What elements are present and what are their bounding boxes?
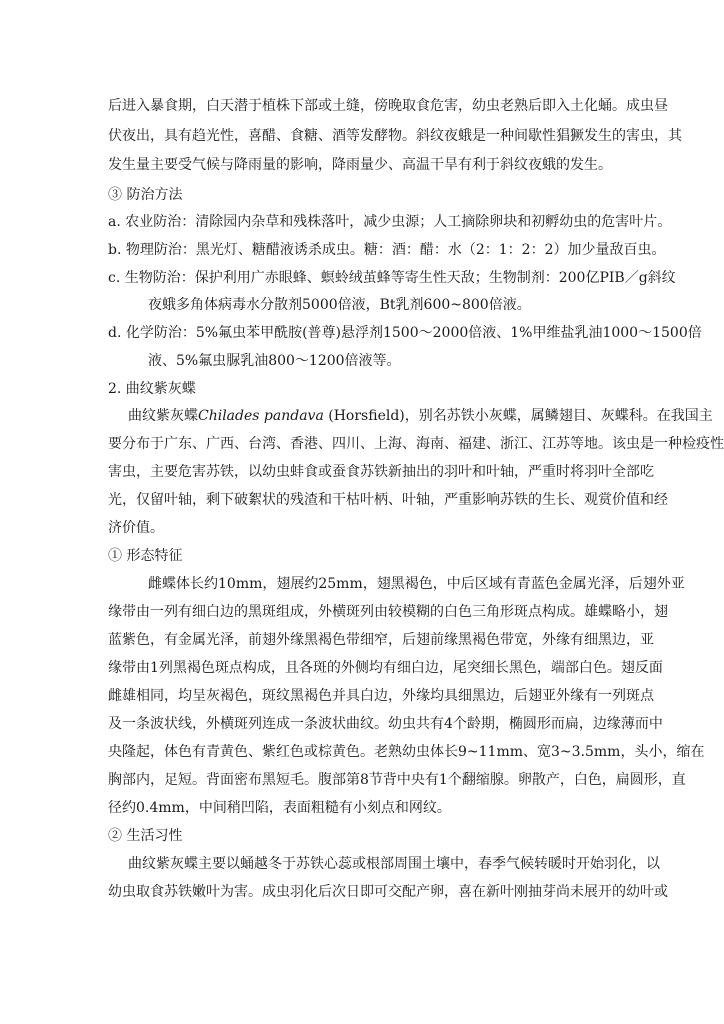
paragraph-line: 径约0.4mm，中间稍凹陷，表面粗糙有小刻点和网纹。: [108, 800, 451, 816]
list-item: d. 化学防治：5%氟虫苯甲酰胺(普尊)悬浮剂1500～2000倍液、1%甲维盐乳油1000～1500倍: [108, 325, 702, 341]
paragraph-line: 济价值。: [108, 520, 164, 536]
paragraph-line: 伏夜出，具有趋光性，喜醋、食糖、酒等发酵物。斜纹夜蛾是一种间歇性猖獗发生的害虫，其: [108, 128, 682, 144]
paragraph-line: 胸部内，足短。背面密布黑短毛。腹部第8节背中央有1个翻缩腺。卵散产，白色，扁圆形，直: [108, 772, 686, 788]
paragraph-line: 害虫，主要危害苏铁，以幼虫蚌食或蚕食苏铁新抽出的羽叶和叶轴，严重时将羽叶全部吃: [108, 464, 654, 480]
paragraph-line: 雌雄相同，均呈灰褐色，斑纹黑褐色并具白边，外缘均具细黑边，后翅亚外缘有一列斑点: [108, 688, 654, 704]
paragraph-line: 央隆起，体色有青黄色、紫红色或棕黄色。老熟幼虫体长9~11mm、宽3~3.5mm，头小，缩在: [108, 744, 705, 760]
paragraph-line: 曲纹紫灰蝶主要以蛹越冬于苏铁心蕊或根部周围土壤中，春季气候转暖时开始羽化，以: [128, 856, 660, 872]
species-name: 曲纹紫灰蝶: [128, 408, 198, 424]
paragraph-line: [128, 406, 713, 426]
list-item-continuation: 夜蛾多角体病毒水分散剂5000倍液，Bt乳剂600~800倍液。: [148, 297, 531, 313]
paragraph-line: 缘带由1列黑褐色斑点构成，且各斑的外侧均有细白边，尾突细长黑色，端部白色。翅反面: [108, 660, 663, 676]
paragraph-line: 雌蝶体长约10mm，翅展约25mm，翅黑褐色，中后区域有青蓝色金属光泽，后翅外亚: [148, 576, 685, 592]
paragraph-line: 后进入暴食期，白天潜于植株下部或土缝，傍晚取食危害，幼虫老熟后即入土化蛹。成虫昼: [108, 98, 668, 114]
scientific-name: Chilades pandava: [198, 408, 324, 424]
paragraph-line: 幼虫取食苏铁嫩叶为害。成虫羽化后次日即可交配产卵，喜在新叶刚抽芽尚未展开的幼叶或: [108, 884, 668, 900]
paragraph-line: 要分布于广东、广西、台湾、香港、四川、上海、海南、福建、浙江、江苏等地。该虫是一种检疫性: [108, 436, 724, 452]
paragraph-line: 发生量主要受气候与降雨量的影响，降雨量少、高温干旱有利于斜纹夜蛾的发生。: [108, 157, 612, 173]
section-heading: 2. 曲纹紫灰蝶: [108, 381, 196, 397]
list-item: a. 农业防治：清除园内杂草和残株落叶，减少虫源；人工摘除卵块和初孵幼虫的危害叶片。: [108, 214, 672, 230]
section-heading: ② 生活习性: [108, 828, 183, 844]
list-item: b. 物理防治：黑光灯、糖醋液诱杀成虫。糖：酒：醋：水（2：1：2：2）加少量敌百虫。: [108, 242, 666, 258]
species-description: (Horsfield)，别名苏铁小灰蝶，属鳞翅目、灰蝶科。在我国主: [328, 408, 713, 424]
list-item: c. 生物防治：保护利用广赤眼蜂、螟蛉绒茧蜂等寄生性天敌；生物制剂：200亿PIB／g斜纹: [108, 270, 676, 286]
section-heading: ① 形态特征: [108, 548, 183, 564]
paragraph-line: 蓝紫色，有金属光泽，前翅外缘黑褐色带细窄，后翅前缘黑褐色带宽，外缘有细黑边，亚: [108, 632, 654, 648]
paragraph-line: 缘带由一列有细白边的黑斑组成，外横斑列由较模糊的白色三角形斑点构成。雄蝶略小，翅: [108, 604, 668, 620]
paragraph-line: 光，仅留叶轴，剩下破絮状的残渣和干枯叶柄、叶轴，严重影响苏铁的生长、观赏价值和经: [108, 492, 668, 508]
list-item-continuation: 液、5%氟虫脲乳油800～1200倍液等。: [148, 353, 401, 369]
paragraph-line: 及一条波状线，外横斑列连成一条波状曲纹。幼虫共有4个龄期，椭圆形而扁，边缘薄而中: [108, 716, 663, 732]
section-heading: ③ 防治方法: [108, 187, 183, 203]
